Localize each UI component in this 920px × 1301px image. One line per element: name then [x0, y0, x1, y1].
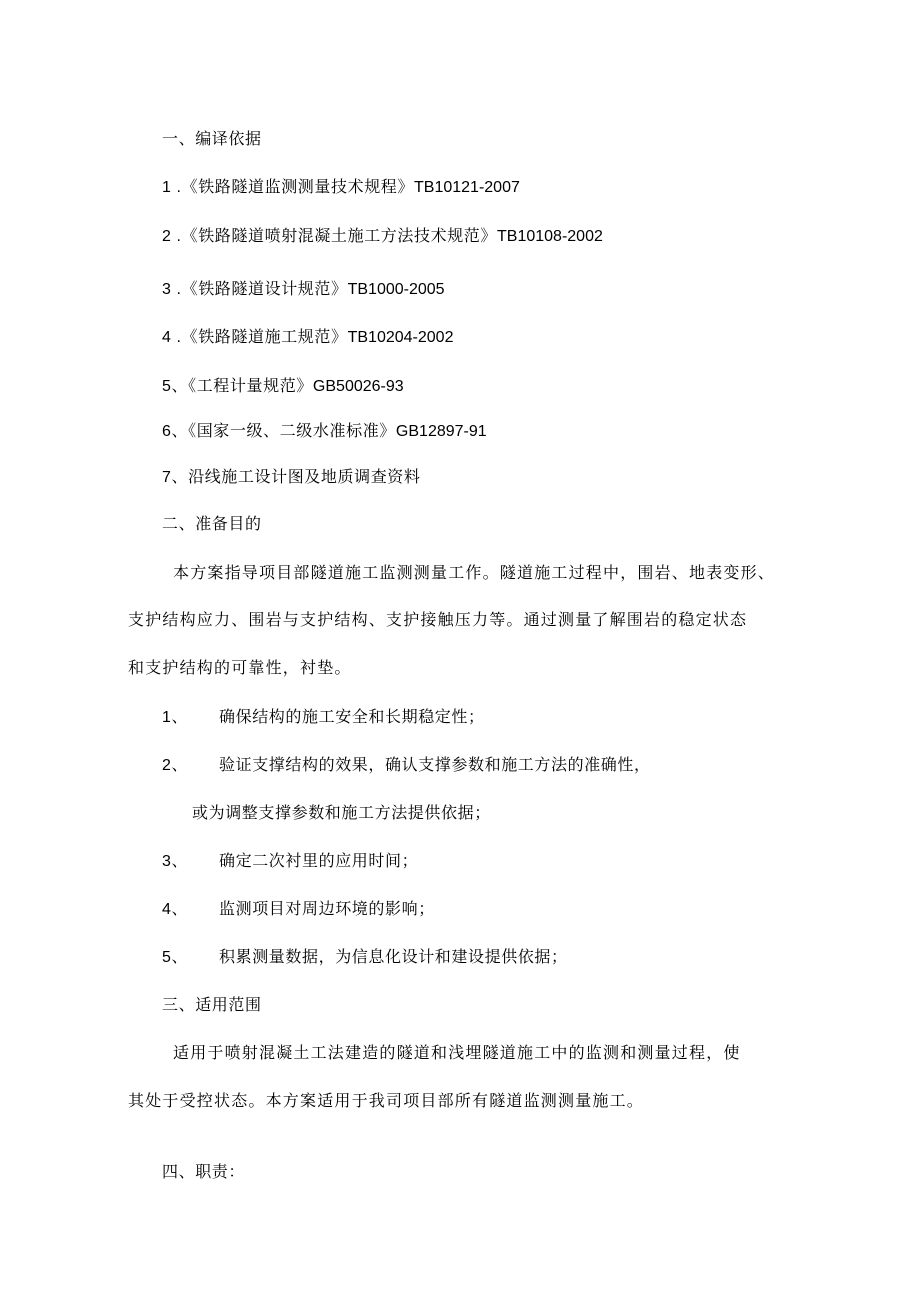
basis-item-number: 2 . [162, 228, 182, 245]
basis-item-title: 《铁路隧道喷射混凝土施工方法技术规范》 [181, 226, 497, 245]
basis-item-code: TB10121-2007 [414, 179, 520, 196]
purpose-item-text: 或为调整支撑参数和施工方法提供依据； [192, 803, 491, 822]
basis-item-code: TB10204-2002 [347, 329, 454, 346]
basis-item-code: GB50026-93 [312, 378, 404, 395]
section-heading-purpose: 二、准备目的 [162, 514, 262, 533]
basis-item [162, 467, 421, 488]
purpose-item-text: 验证支撑结构的效果，确认支撑参数和施工方法的准确性， [219, 755, 651, 774]
paragraph-line: 支护结构应力、围岩与支护结构、支护接触压力等。通过测量了解围岩的稳定状态 [128, 610, 748, 629]
purpose-item [162, 707, 485, 728]
section-heading-scope: 三、适用范围 [162, 995, 262, 1014]
paragraph-line: 本方案指导项目部隧道施工监测测量工作。隧道施工过程中，围岩、地表变形、 [173, 563, 776, 582]
purpose-item-text: 积累测量数据，为信息化设计和建设提供依据； [219, 947, 568, 966]
basis-item-code: TB10108-2002 [497, 228, 603, 245]
basis-item [162, 226, 603, 247]
basis-item-code: TB1000-2005 [347, 281, 445, 298]
basis-item [162, 376, 404, 397]
purpose-item-text: 监测项目对周边环境的影响； [219, 899, 435, 918]
purpose-item-number: 3、 [162, 853, 189, 870]
basis-item-title: 《铁路隧道设计规范》 [181, 279, 348, 298]
paragraph-line: 其处于受控状态。本方案适用于我司项目部所有隧道监测测量施工。 [128, 1091, 645, 1110]
basis-item-number: 6、 [162, 423, 189, 440]
purpose-item-number: 5、 [162, 949, 189, 966]
basis-item-title: 《工程计量规范》 [188, 376, 313, 395]
section-heading-duties: 四、职责： [162, 1162, 246, 1181]
paragraph-line: 适用于喷射混凝土工法建造的隧道和浅埋隧道施工中的监测和测量过程，使 [173, 1043, 741, 1062]
basis-item [162, 177, 520, 198]
purpose-item [162, 851, 418, 872]
purpose-item-number: 1、 [162, 709, 189, 726]
purpose-item-number: 2、 [162, 757, 189, 774]
purpose-item-text: 确定二次衬里的应用时间； [219, 851, 419, 870]
basis-item-title: 《铁路隧道施工规范》 [181, 327, 348, 346]
basis-item-number: 1 . [162, 179, 182, 196]
basis-item-title: 《铁路隧道监测测量技术规程》 [181, 177, 414, 196]
section-heading-basis: 一、编译依据 [162, 129, 262, 148]
basis-item-title: 沿线施工设计图及地质调查资料 [188, 467, 421, 486]
basis-item [162, 279, 445, 300]
basis-item-title: 《国家一级、二级水准标准》 [188, 421, 396, 440]
basis-item [162, 421, 487, 442]
basis-item-number: 7、 [162, 469, 189, 486]
basis-item-code: GB12897-91 [395, 423, 487, 440]
basis-item-number: 4 . [162, 329, 182, 346]
paragraph-line: 和支护结构的可靠性，衬垫。 [128, 658, 352, 677]
purpose-item [162, 755, 651, 776]
purpose-item-number: 4、 [162, 901, 189, 918]
purpose-item-continuation [192, 803, 491, 823]
purpose-item-text: 确保结构的施工安全和长期稳定性； [219, 707, 485, 726]
purpose-item [162, 899, 435, 920]
purpose-item [162, 947, 568, 968]
basis-item [162, 327, 453, 348]
basis-item-number: 3 . [162, 281, 182, 298]
basis-item-number: 5、 [162, 378, 189, 395]
